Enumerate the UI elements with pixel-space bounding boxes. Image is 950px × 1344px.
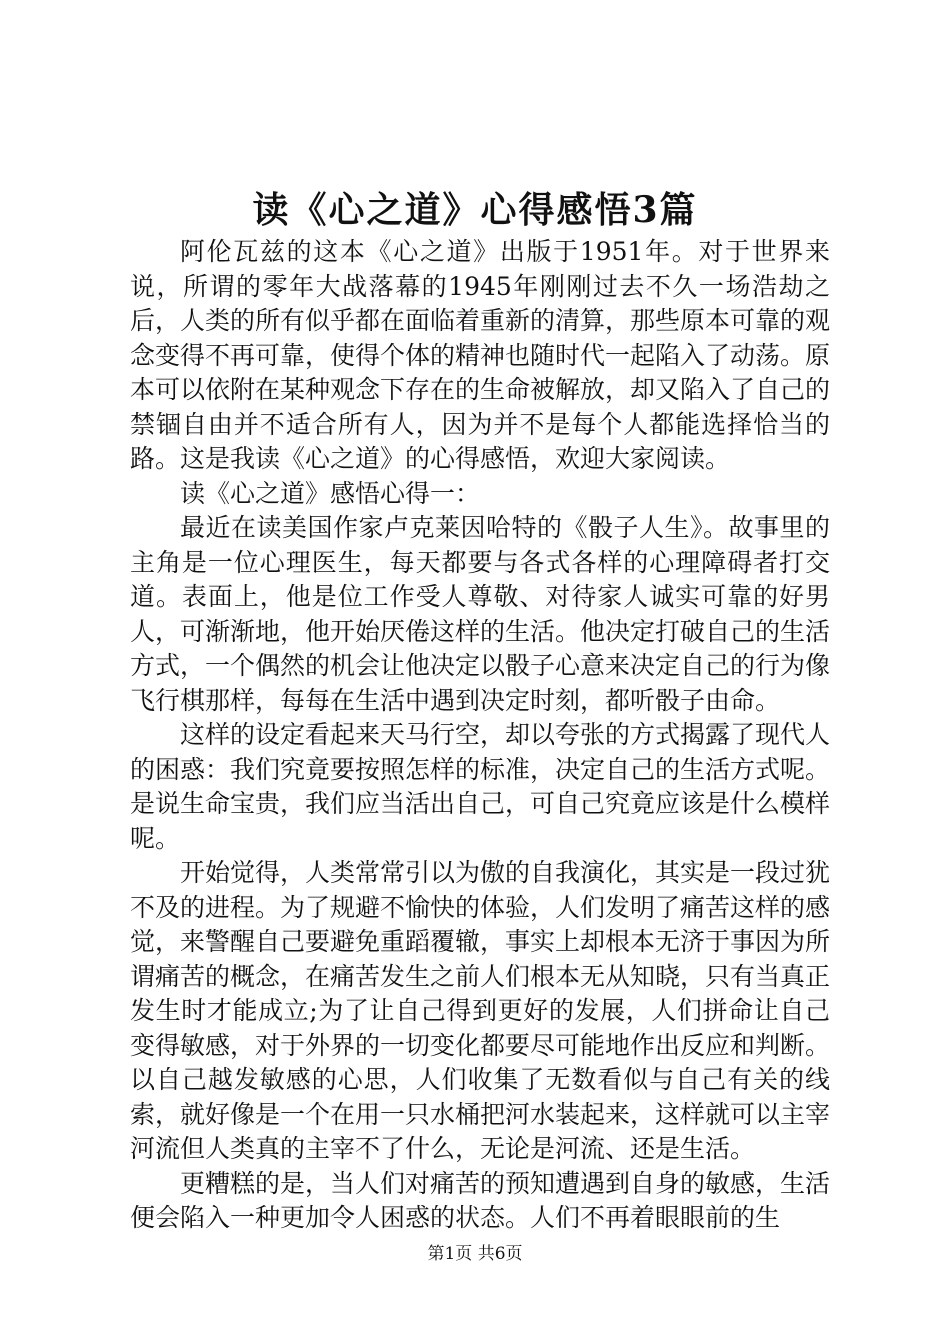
paragraph-worse: 更糟糕的是，当人们对痛苦的预知遭遇到自身的敏感，生活便会陷入一种更加令人困惑的状态。人们不再着眼眼前的生	[130, 1168, 831, 1232]
paragraph-self-evolution: 开始觉得，人类常常引以为傲的自我演化，其实是一段过犹不及的进程。为了规避不愉快的体验，人们发明了痛苦这样的感觉，来警醒自己要避免重蹈覆辙，事实上却根本无济于事因为所谓痛苦的概念，在痛苦发生之前人们根本无从知晓，只有当真正发生时才能成立;为了让自己得到更好的发展，人们拼命让自己变得敏感，对于外界的一切变化都要尽可能地作出反应和判断。以自己越发敏感的心思，人们收集了无数看似与自己有关的线索，就好像是一个在用一只水桶把河水装起来，这样就可以主宰河流但人类真的主宰不了什么，无论是河流、还是生活。	[130, 858, 831, 1163]
paragraph-intro: 阿伦瓦兹的这本《心之道》出版于1951年。对于世界来说，所谓的零年大战落幕的1945年刚刚过去不久一场浩劫之后，人类的所有似乎都在面临着重新的清算，那些原本可靠的观念变得不再可靠，使得个体的精神也随时代一起陷入了动荡。原本可以依附在某种观念下存在的生命被解放，却又陷入了自己的禁锢自由并不适合所有人，因为并不是每个人都能选择恰当的路。这是我读《心之道》的心得感悟，欢迎大家阅读。	[130, 237, 831, 473]
document-body	[130, 235, 830, 1236]
page-footer: 第1页 共6页	[427, 1244, 523, 1264]
paragraph-modern-confusion: 这样的设定看起来天马行空，却以夸张的方式揭露了现代人的困惑：我们究竟要按照怎样的标准，决定自己的生活方式呢。是说生命宝贵，我们应当活出自己，可自己究竟应该是什么模样呢。	[130, 720, 831, 853]
paragraph-dice-life: 最近在读美国作家卢克莱因哈特的《骰子人生》。故事里的主角是一位心理医生，每天都要与各式各样的心理障碍者打交道。表面上，他是位工作受人尊敬、对待家人诚实可靠的好男人，可渐渐地，他开始厌倦这样的生活。他决定打破自己的生活方式，一个偶然的机会让他决定以骰子心意来决定自己的行为像飞行棋那样，每每在生活中遇到决定时刻，都听骰子由命。	[130, 513, 831, 715]
document-title: 读《心之道》心得感悟3篇	[252, 189, 698, 231]
paragraph-section-heading: 读《心之道》感悟心得一：	[180, 478, 481, 508]
